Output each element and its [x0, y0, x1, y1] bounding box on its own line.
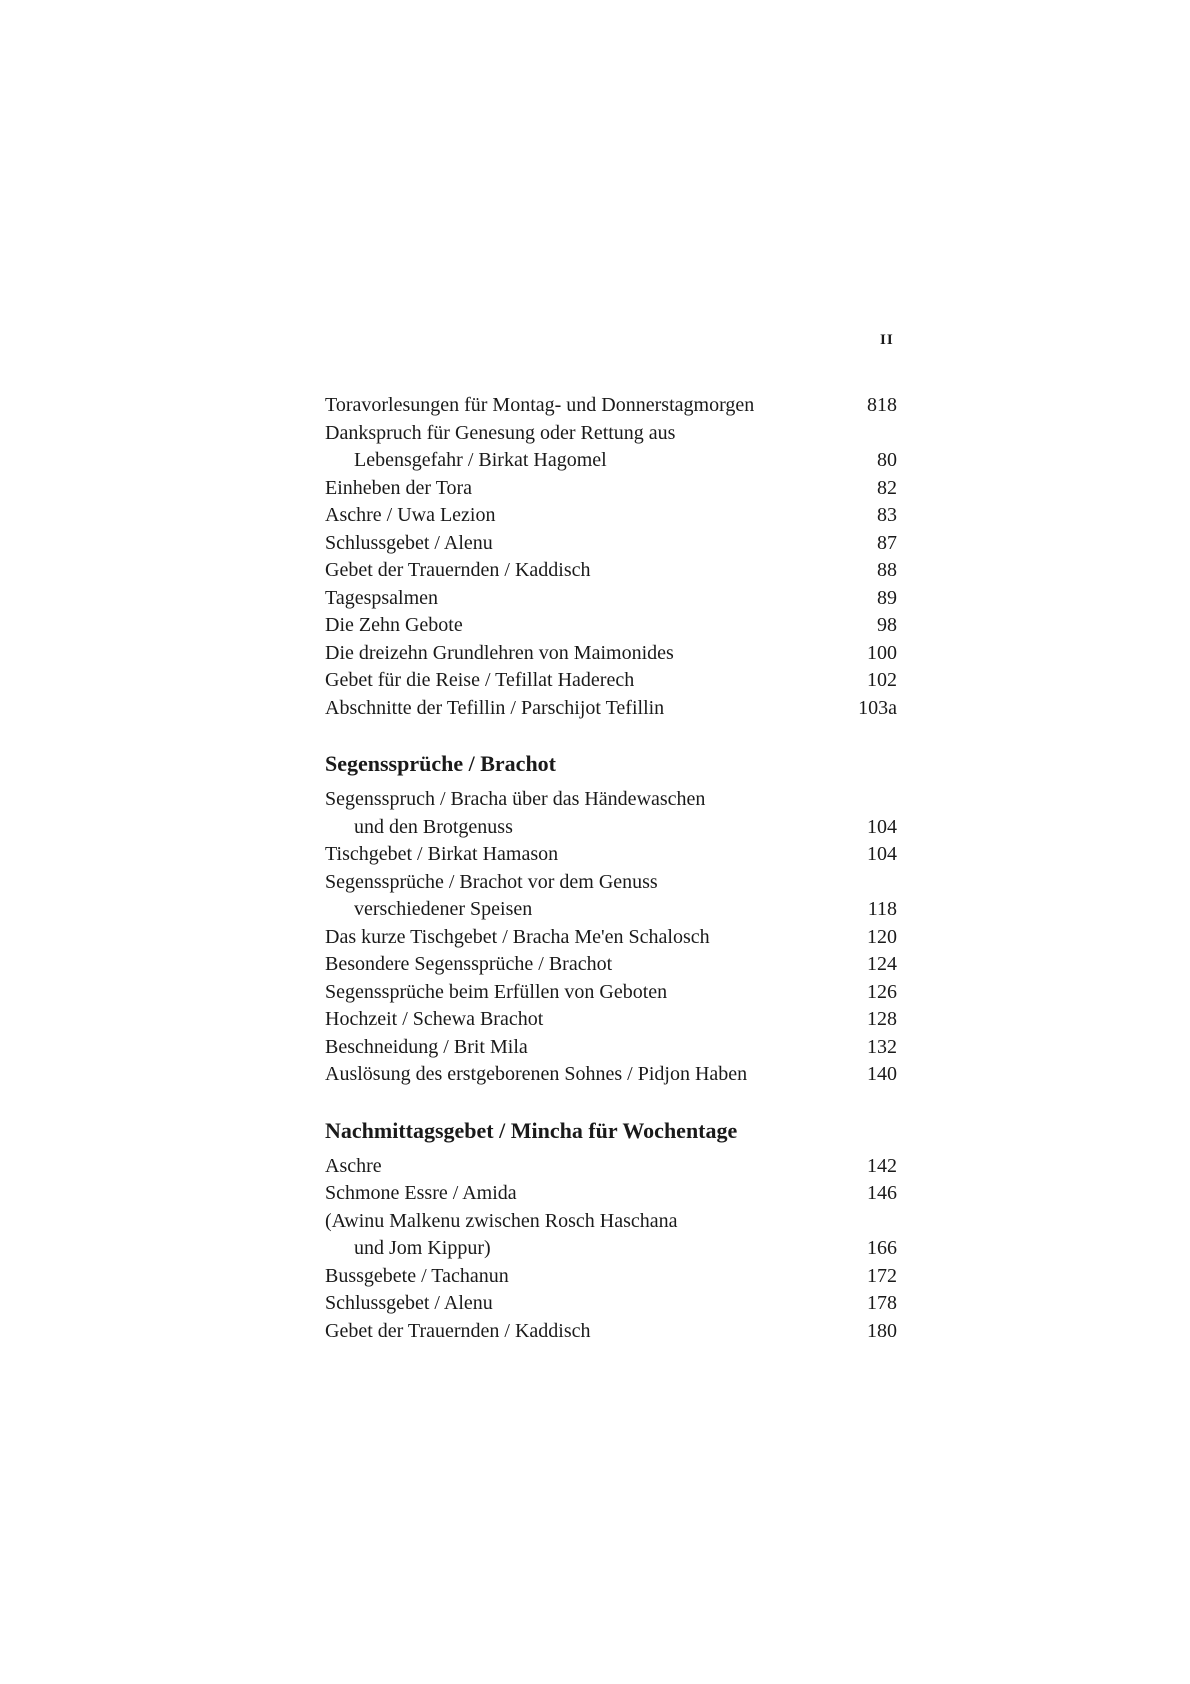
entry-page-number: 132	[867, 1035, 897, 1058]
toc-entry	[325, 695, 897, 723]
entry-page-number: 82	[877, 476, 897, 499]
entry-title-line: Bussgebete / Tachanun	[325, 1264, 509, 1287]
entry-title	[325, 695, 664, 723]
entry-title	[325, 640, 674, 668]
entry-page-number: 818	[867, 394, 897, 416]
entry-title-line: und Jom Kippur)	[354, 1237, 491, 1259]
entry-title	[325, 392, 754, 420]
entry-title-line: Das kurze Tischgebet / Bracha Me'en Schalosch	[325, 925, 710, 948]
entry-title-line: Schlussgebet / Alenu	[325, 531, 493, 554]
entry-title-line: und den Brotgenuss	[354, 815, 513, 838]
entry-page-number: 124	[867, 953, 897, 975]
entry-page-number: 146	[867, 1182, 897, 1204]
entry-title-line: verschiedener Speisen	[354, 898, 533, 920]
entry-title	[325, 667, 634, 695]
toc-entry	[325, 1290, 897, 1318]
toc-entry	[325, 502, 897, 530]
entry-title	[325, 557, 591, 585]
entry-page-number: 104	[867, 815, 897, 838]
entry-title-line: Segenssprüche beim Erfüllen von Geboten	[325, 980, 668, 1003]
toc-entry	[325, 1061, 897, 1089]
entry-title	[325, 475, 472, 503]
entry-title	[325, 924, 710, 952]
entry-page-number: 126	[867, 980, 897, 1003]
entry-title-line: Aschre / Uwa Lezion	[325, 504, 496, 526]
entry-title-line: Hochzeit / Schewa Brachot	[325, 1008, 544, 1030]
entry-page-number: 104	[867, 843, 897, 865]
entry-page-number: 87	[877, 531, 897, 554]
entry-page-number: 83	[877, 504, 897, 526]
toc-entry	[325, 841, 897, 869]
toc-entry	[325, 1263, 897, 1291]
toc-entry	[325, 1034, 897, 1062]
entry-page-number: 142	[867, 1154, 897, 1177]
entry-title	[325, 1263, 509, 1291]
page-number: II	[880, 332, 894, 348]
entry-title-line: Abschnitte der Tefillin / Parschijot Tefillin	[325, 696, 665, 719]
toc-entry	[325, 667, 897, 695]
toc-entry	[325, 951, 897, 979]
entry-title	[325, 1153, 382, 1181]
entry-page-number: 178	[867, 1292, 897, 1314]
toc-entry	[325, 475, 897, 503]
entry-title-line: Einheben der Tora	[325, 476, 473, 499]
toc-entry	[325, 585, 897, 613]
toc-entry	[325, 530, 897, 558]
toc-entry	[325, 1208, 897, 1263]
entry-page-number: 166	[867, 1237, 897, 1259]
entry-title	[325, 1290, 493, 1318]
entry-title	[325, 1034, 528, 1062]
toc-entry	[325, 786, 897, 841]
entry-page-number: 180	[867, 1319, 897, 1342]
entry-title-line: Tagespsalmen	[325, 586, 439, 609]
toc-entry	[325, 1006, 897, 1034]
entry-page-number: 128	[867, 1008, 897, 1030]
entry-title-line: Die Zehn Gebote	[325, 614, 463, 636]
entry-page-number: 140	[867, 1063, 897, 1085]
toc-entry	[325, 869, 897, 924]
entry-page-number: 120	[867, 925, 897, 948]
entry-title	[325, 1006, 543, 1034]
entry-title-line: Schmone Essre / Amida	[325, 1182, 517, 1204]
entry-title-line: Tischgebet / Birkat Hamason	[325, 843, 559, 865]
entry-title	[325, 951, 612, 979]
entry-page-number: 88	[877, 559, 897, 581]
entry-title	[325, 502, 496, 530]
entry-page-number: 100	[867, 641, 897, 664]
entry-title-line: Gebet der Trauernden / Kaddisch	[325, 1319, 591, 1342]
entry-page-number: 118	[867, 898, 897, 920]
entry-title	[325, 1318, 591, 1346]
entry-title-line: Die dreizehn Grundlehren von Maimonides	[325, 641, 674, 664]
entry-title-line: (Awinu Malkenu zwischen Rosch Haschana	[325, 1209, 678, 1232]
entry-title-line: Gebet der Trauernden / Kaddisch	[325, 559, 591, 581]
entry-title	[325, 612, 463, 640]
entry-page-number: 102	[867, 669, 897, 691]
entry-title	[325, 979, 667, 1007]
entry-title-line: Auslösung des erstgeborenen Sohnes / Pidjon Haben	[325, 1063, 748, 1085]
toc-entry	[325, 1180, 897, 1208]
entry-title	[325, 869, 658, 924]
entry-title-line: Beschneidung / Brit Mila	[325, 1035, 528, 1058]
entry-page-number: 172	[867, 1264, 897, 1287]
toc-entry	[325, 979, 897, 1007]
section-heading: Nachmittagsgebet / Mincha für Wochentage	[325, 1117, 738, 1143]
entry-page-number: 80	[877, 449, 897, 471]
entry-title-line: Toravorlesungen für Montag- und Donnerstagmorgen	[325, 394, 755, 416]
entry-title	[325, 530, 493, 558]
toc-entry	[325, 640, 897, 668]
entry-title-line: Aschre	[325, 1154, 382, 1177]
entry-page-number: 98	[877, 614, 897, 636]
entry-title-line: Segenssprüche / Brachot vor dem Genuss	[325, 870, 658, 893]
toc-entry	[325, 924, 897, 952]
toc-section	[325, 1115, 897, 1346]
entry-title	[325, 786, 705, 841]
entry-title	[325, 841, 558, 869]
entry-title-line: Gebet für die Reise / Tefillat Haderech	[325, 669, 635, 691]
toc-entry	[325, 1318, 897, 1346]
entry-title-line: Segensspruch / Bracha über das Händewaschen	[325, 788, 706, 810]
entry-title-line: Schlussgebet / Alenu	[325, 1292, 493, 1314]
table-of-contents	[325, 392, 897, 1345]
entry-page-number: 89	[877, 586, 897, 609]
toc-entry	[325, 420, 897, 475]
toc-entry	[325, 557, 897, 585]
toc-section	[325, 748, 897, 1089]
entry-title	[325, 1180, 517, 1208]
toc-entry	[325, 392, 897, 420]
entry-title	[325, 420, 675, 475]
entry-title-line: Dankspruch für Genesung oder Rettung aus	[325, 421, 676, 444]
entry-title-line: Besondere Segenssprüche / Brachot	[325, 953, 613, 975]
entry-title	[325, 1208, 678, 1263]
toc-section	[325, 392, 897, 722]
entry-title	[325, 585, 438, 613]
entry-title	[325, 1061, 747, 1089]
toc-entry	[325, 1153, 897, 1181]
entry-page-number: 103a	[858, 696, 897, 719]
toc-entry	[325, 612, 897, 640]
entry-title-line: Lebensgefahr / Birkat Hagomel	[354, 449, 607, 471]
section-heading: Segenssprüche / Brachot	[325, 751, 556, 776]
